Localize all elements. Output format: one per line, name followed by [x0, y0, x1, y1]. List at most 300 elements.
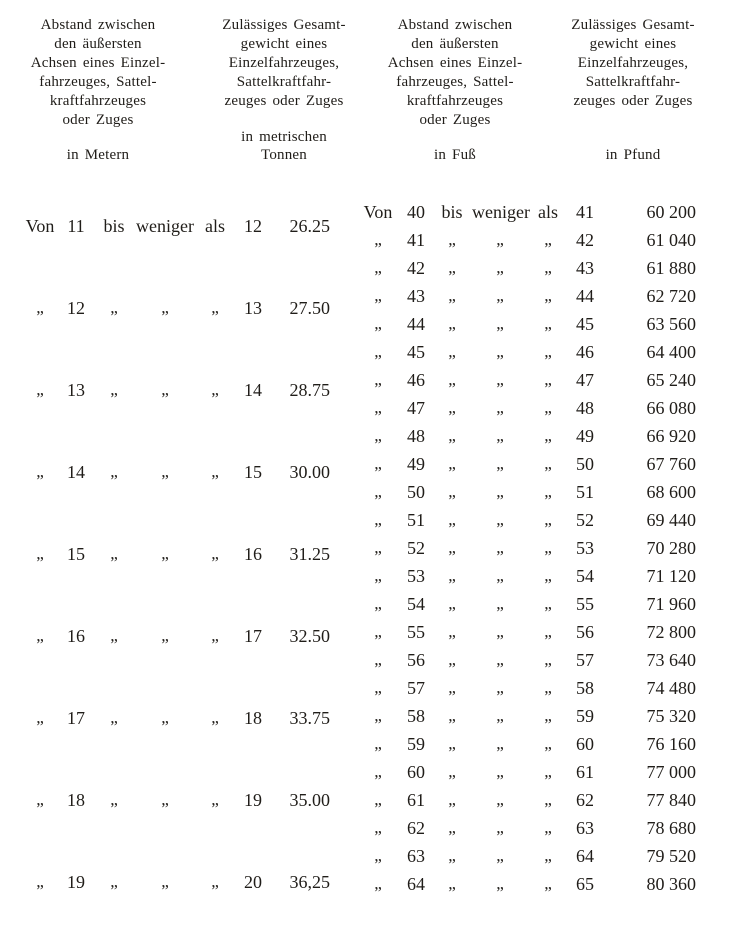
ditto-mark: „ [36, 626, 44, 645]
range-to-value: 15 [244, 462, 262, 482]
header-line: Zulässiges Gesamt- [222, 17, 346, 33]
ditto-mark: „ [374, 706, 382, 725]
ditto-mark: „ [161, 872, 169, 891]
range-to-value: 18 [244, 708, 262, 728]
range-from-value: 55 [407, 622, 425, 642]
ditto-mark: „ [544, 622, 552, 641]
table-row [20, 544, 360, 564]
header-line: gewicht eines [589, 36, 677, 52]
ditto-mark: „ [448, 594, 456, 613]
weight-value: 78 680 [646, 818, 696, 838]
range-to-value: 54 [576, 566, 594, 586]
ditto-mark: „ [211, 380, 219, 399]
ditto-mark: „ [374, 370, 382, 389]
range-from-value: 11 [67, 216, 85, 236]
table-row [356, 650, 700, 670]
ditto-mark: „ [448, 230, 456, 249]
range-to-value: 58 [576, 678, 594, 698]
ditto-mark: „ [36, 380, 44, 399]
weight-value: 35.00 [289, 790, 330, 810]
table-row [356, 426, 700, 446]
weight-value: 67 760 [646, 454, 696, 474]
column-header-gross-weight [208, 16, 360, 164]
range-from-value: 64 [407, 874, 425, 894]
weight-value: 79 520 [646, 846, 696, 866]
range-from-value: 63 [407, 846, 425, 866]
word-als: als [205, 216, 225, 236]
ditto-mark: „ [448, 342, 456, 361]
range-to-value: 55 [576, 594, 594, 614]
table-row [356, 566, 700, 586]
header-line: fahrzeuges, Sattel- [39, 74, 157, 90]
range-to-value: 62 [576, 790, 594, 810]
ditto-mark: „ [161, 380, 169, 399]
ditto-mark: „ [211, 708, 219, 727]
range-to-value: 41 [576, 202, 594, 222]
ditto-mark: „ [496, 790, 504, 809]
ditto-mark: „ [496, 622, 504, 641]
range-to-value: 64 [576, 846, 594, 866]
header-line: zeuges oder Zuges [224, 93, 344, 109]
ditto-mark: „ [374, 314, 382, 333]
table-row [356, 230, 700, 250]
weight-value: 33.75 [289, 708, 330, 728]
ditto-mark: „ [544, 230, 552, 249]
weight-value: 60 200 [646, 202, 696, 222]
ditto-mark: „ [374, 678, 382, 697]
range-to-value: 46 [576, 342, 594, 362]
ditto-mark: „ [161, 544, 169, 563]
weight-value: 71 120 [646, 566, 696, 586]
range-from-value: 56 [407, 650, 425, 670]
range-to-value: 53 [576, 538, 594, 558]
ditto-mark: „ [110, 872, 118, 891]
ditto-mark: „ [374, 286, 382, 305]
weight-value: 77 000 [646, 762, 696, 782]
table-row [356, 818, 700, 838]
weight-value: 61 040 [646, 230, 696, 250]
ditto-mark: „ [496, 650, 504, 669]
ditto-mark: „ [448, 482, 456, 501]
ditto-mark: „ [374, 230, 382, 249]
ditto-mark: „ [544, 874, 552, 893]
table-row [356, 202, 700, 222]
ditto-mark: „ [544, 650, 552, 669]
ditto-mark: „ [374, 258, 382, 277]
range-to-value: 49 [576, 426, 594, 446]
range-from-value: 62 [407, 818, 425, 838]
ditto-mark: „ [544, 482, 552, 501]
ditto-mark: „ [544, 594, 552, 613]
range-to-value: 14 [244, 380, 262, 400]
header-line: oder Zuges [62, 112, 134, 128]
ditto-mark: „ [36, 544, 44, 563]
ditto-mark: „ [211, 298, 219, 317]
ditto-mark: „ [374, 510, 382, 529]
range-to-value: 19 [244, 790, 262, 810]
range-to-value: 13 [244, 298, 262, 318]
weight-value: 66 080 [646, 398, 696, 418]
ditto-mark: „ [544, 286, 552, 305]
range-to-value: 63 [576, 818, 594, 838]
range-from-value: 43 [407, 286, 425, 306]
ditto-mark: „ [374, 566, 382, 585]
table-row [356, 286, 700, 306]
unit-line: in metrischen [241, 129, 327, 145]
table-row [356, 342, 700, 362]
weight-value: 77 840 [646, 790, 696, 810]
weight-value: 75 320 [646, 706, 696, 726]
ditto-mark: „ [544, 398, 552, 417]
ditto-mark: „ [36, 462, 44, 481]
ditto-mark: „ [161, 298, 169, 317]
column-header-axle-distance [20, 16, 176, 164]
weight-value: 66 920 [646, 426, 696, 446]
table-header [20, 16, 360, 164]
table-row [356, 678, 700, 698]
range-from-value: 19 [67, 872, 85, 892]
range-to-value: 52 [576, 510, 594, 530]
ditto-mark: „ [448, 706, 456, 725]
table-row [20, 216, 360, 236]
ditto-mark: „ [110, 462, 118, 481]
weight-value: 65 240 [646, 370, 696, 390]
unit-line: in Fuß [434, 147, 476, 163]
ditto-mark: „ [496, 594, 504, 613]
range-to-value: 43 [576, 258, 594, 278]
header-line: Sattelkraftfahr- [585, 74, 681, 90]
weight-value: 27.50 [289, 298, 330, 318]
weight-value: 80 360 [646, 874, 696, 894]
range-from-value: 59 [407, 734, 425, 754]
range-to-value: 57 [576, 650, 594, 670]
ditto-mark: „ [544, 510, 552, 529]
ditto-mark: „ [448, 398, 456, 417]
ditto-mark: „ [544, 678, 552, 697]
ditto-mark: „ [496, 286, 504, 305]
ditto-mark: „ [448, 874, 456, 893]
range-from-value: 17 [67, 708, 85, 728]
weight-value: 76 160 [646, 734, 696, 754]
range-to-value: 60 [576, 734, 594, 754]
unit-line: in Metern [66, 147, 130, 163]
range-to-value: 42 [576, 230, 594, 250]
table-row [356, 398, 700, 418]
ditto-mark: „ [544, 706, 552, 725]
unit-label-pounds [566, 146, 700, 164]
ditto-mark: „ [448, 258, 456, 277]
range-to-value: 65 [576, 874, 594, 894]
ditto-mark: „ [496, 370, 504, 389]
ditto-mark: „ [36, 872, 44, 891]
ditto-mark: „ [110, 626, 118, 645]
ditto-mark: „ [161, 708, 169, 727]
ditto-mark: „ [374, 874, 382, 893]
weight-value: 72 800 [646, 622, 696, 642]
weight-value: 30.00 [289, 462, 330, 482]
range-to-value: 50 [576, 454, 594, 474]
ditto-mark: „ [496, 706, 504, 725]
weight-table-metric [20, 16, 360, 943]
ditto-mark: „ [448, 286, 456, 305]
weight-value: 62 720 [646, 286, 696, 306]
range-to-value: 51 [576, 482, 594, 502]
ditto-mark: „ [374, 650, 382, 669]
ditto-mark: „ [374, 846, 382, 865]
weight-value: 31.25 [289, 544, 330, 564]
word-weniger: weniger [136, 216, 194, 236]
ditto-mark: „ [544, 314, 552, 333]
ditto-mark: „ [496, 342, 504, 361]
weight-value: 61 880 [646, 258, 696, 278]
range-to-value: 45 [576, 314, 594, 334]
table-row [20, 298, 360, 318]
ditto-mark: „ [161, 790, 169, 809]
table-row [20, 626, 360, 646]
ditto-mark: „ [374, 454, 382, 473]
header-line: zeuges oder Zuges [573, 93, 693, 109]
weight-value: 74 480 [646, 678, 696, 698]
ditto-mark: „ [496, 734, 504, 753]
range-from-value: 44 [407, 314, 425, 334]
ditto-mark: „ [448, 538, 456, 557]
ditto-mark: „ [544, 258, 552, 277]
range-to-value: 16 [244, 544, 262, 564]
ditto-mark: „ [448, 566, 456, 585]
range-from-value: 14 [67, 462, 85, 482]
table-header [356, 16, 700, 164]
ditto-mark: „ [496, 538, 504, 557]
table-row [356, 370, 700, 390]
range-from-value: 46 [407, 370, 425, 390]
header-line: den äußersten [411, 36, 499, 52]
range-from-value: 48 [407, 426, 425, 446]
header-line: Einzelfahrzeuges, [577, 55, 689, 71]
ditto-mark: „ [110, 380, 118, 399]
range-from-value: 58 [407, 706, 425, 726]
weight-value: 68 600 [646, 482, 696, 502]
ditto-mark: „ [544, 762, 552, 781]
range-from-value: 18 [67, 790, 85, 810]
ditto-mark: „ [544, 426, 552, 445]
weight-value: 73 640 [646, 650, 696, 670]
ditto-mark: „ [448, 510, 456, 529]
ditto-mark: „ [448, 622, 456, 641]
range-from-value: 52 [407, 538, 425, 558]
table-row [20, 708, 360, 728]
ditto-mark: „ [496, 398, 504, 417]
header-title-block [20, 16, 176, 130]
header-line: Abstand zwischen [397, 17, 513, 33]
unit-label-meters [20, 146, 176, 164]
ditto-mark: „ [448, 650, 456, 669]
ditto-mark: „ [374, 538, 382, 557]
weight-value: 32.50 [289, 626, 330, 646]
header-title-block [356, 16, 554, 130]
table-row [356, 454, 700, 474]
header-line: gewicht eines [240, 36, 328, 52]
header-title-block [566, 16, 700, 111]
weight-value: 70 280 [646, 538, 696, 558]
ditto-mark: „ [161, 462, 169, 481]
range-from-value: 60 [407, 762, 425, 782]
ditto-mark: „ [374, 818, 382, 837]
ditto-mark: „ [36, 298, 44, 317]
word-weniger: weniger [472, 202, 530, 222]
weight-value: 28.75 [289, 380, 330, 400]
range-from-value: 40 [407, 202, 425, 222]
ditto-mark: „ [448, 846, 456, 865]
range-from-value: 54 [407, 594, 425, 614]
weight-table-imperial [356, 16, 700, 902]
range-from-value: 50 [407, 482, 425, 502]
range-to-value: 12 [244, 216, 262, 236]
ditto-mark: „ [374, 762, 382, 781]
table-row [356, 538, 700, 558]
range-from-value: 41 [407, 230, 425, 250]
ditto-mark: „ [448, 314, 456, 333]
ditto-mark: „ [496, 762, 504, 781]
table-row [356, 314, 700, 334]
header-line: kraftfahrzeuges [406, 93, 504, 109]
ditto-mark: „ [374, 790, 382, 809]
word-als: als [538, 202, 558, 222]
ditto-mark: „ [544, 566, 552, 585]
range-from-value: 13 [67, 380, 85, 400]
word-bis: bis [103, 216, 125, 236]
ditto-mark: „ [36, 708, 44, 727]
table-body [356, 202, 700, 894]
ditto-mark: „ [448, 370, 456, 389]
word-bis: bis [441, 202, 463, 222]
ditto-mark: „ [448, 678, 456, 697]
ditto-mark: „ [544, 454, 552, 473]
range-from-value: 61 [407, 790, 425, 810]
ditto-mark: „ [448, 818, 456, 837]
ditto-mark: „ [496, 510, 504, 529]
table-row [356, 846, 700, 866]
ditto-mark: „ [110, 708, 118, 727]
ditto-mark: „ [211, 626, 219, 645]
header-line: Achsen eines Einzel- [30, 55, 166, 71]
range-to-value: 44 [576, 286, 594, 306]
word-von: Von [25, 216, 55, 236]
table-row [356, 622, 700, 642]
range-to-value: 48 [576, 398, 594, 418]
unit-label-metric-tons [208, 128, 360, 164]
ditto-mark: „ [110, 298, 118, 317]
table-row [356, 734, 700, 754]
ditto-mark: „ [496, 566, 504, 585]
ditto-mark: „ [211, 872, 219, 891]
ditto-mark: „ [496, 482, 504, 501]
ditto-mark: „ [110, 790, 118, 809]
ditto-mark: „ [496, 846, 504, 865]
ditto-mark: „ [374, 734, 382, 753]
table-row [356, 874, 700, 894]
ditto-mark: „ [496, 874, 504, 893]
weight-value: 26.25 [289, 216, 330, 236]
range-to-value: 47 [576, 370, 594, 390]
range-to-value: 20 [244, 872, 262, 892]
ditto-mark: „ [448, 762, 456, 781]
range-from-value: 12 [67, 298, 85, 318]
ditto-mark: „ [161, 626, 169, 645]
ditto-mark: „ [544, 538, 552, 557]
weight-value: 36,25 [289, 872, 330, 892]
ditto-mark: „ [36, 790, 44, 809]
ditto-mark: „ [374, 342, 382, 361]
ditto-mark: „ [496, 258, 504, 277]
word-von: Von [363, 202, 393, 222]
ditto-mark: „ [496, 678, 504, 697]
weight-value: 63 560 [646, 314, 696, 334]
range-from-value: 53 [407, 566, 425, 586]
range-to-value: 56 [576, 622, 594, 642]
range-from-value: 47 [407, 398, 425, 418]
table-row [356, 762, 700, 782]
ditto-mark: „ [544, 342, 552, 361]
unit-line: in Pfund [605, 147, 661, 163]
ditto-mark: „ [544, 734, 552, 753]
header-line: Einzelfahrzeuges, [228, 55, 340, 71]
ditto-mark: „ [448, 734, 456, 753]
range-from-value: 49 [407, 454, 425, 474]
ditto-mark: „ [448, 790, 456, 809]
header-line: Zulässiges Gesamt- [571, 17, 695, 33]
header-line: den äußersten [54, 36, 142, 52]
unit-label-feet [356, 146, 554, 164]
range-to-value: 61 [576, 762, 594, 782]
header-line: kraftfahrzeuges [49, 93, 147, 109]
weight-value: 69 440 [646, 510, 696, 530]
table-row [356, 482, 700, 502]
ditto-mark: „ [496, 314, 504, 333]
table-row [20, 462, 360, 482]
table-row [356, 706, 700, 726]
ditto-mark: „ [374, 426, 382, 445]
ditto-mark: „ [496, 230, 504, 249]
table-row [20, 872, 360, 892]
table-body [20, 216, 360, 892]
range-from-value: 51 [407, 510, 425, 530]
range-from-value: 16 [67, 626, 85, 646]
range-from-value: 42 [407, 258, 425, 278]
header-line: fahrzeuges, Sattel- [396, 74, 514, 90]
column-header-axle-distance [356, 16, 554, 164]
column-header-gross-weight [566, 16, 700, 164]
range-to-value: 17 [244, 626, 262, 646]
ditto-mark: „ [544, 790, 552, 809]
ditto-mark: „ [496, 426, 504, 445]
ditto-mark: „ [544, 818, 552, 837]
weight-value: 71 960 [646, 594, 696, 614]
table-row [356, 510, 700, 530]
ditto-mark: „ [374, 594, 382, 613]
ditto-mark: „ [544, 370, 552, 389]
header-line: Sattelkraftfahr- [236, 74, 332, 90]
ditto-mark: „ [110, 544, 118, 563]
ditto-mark: „ [211, 544, 219, 563]
table-row [356, 594, 700, 614]
header-title-block [208, 16, 360, 111]
ditto-mark: „ [448, 426, 456, 445]
ditto-mark: „ [374, 398, 382, 417]
table-row [20, 380, 360, 400]
range-from-value: 45 [407, 342, 425, 362]
table-row [356, 258, 700, 278]
ditto-mark: „ [496, 818, 504, 837]
